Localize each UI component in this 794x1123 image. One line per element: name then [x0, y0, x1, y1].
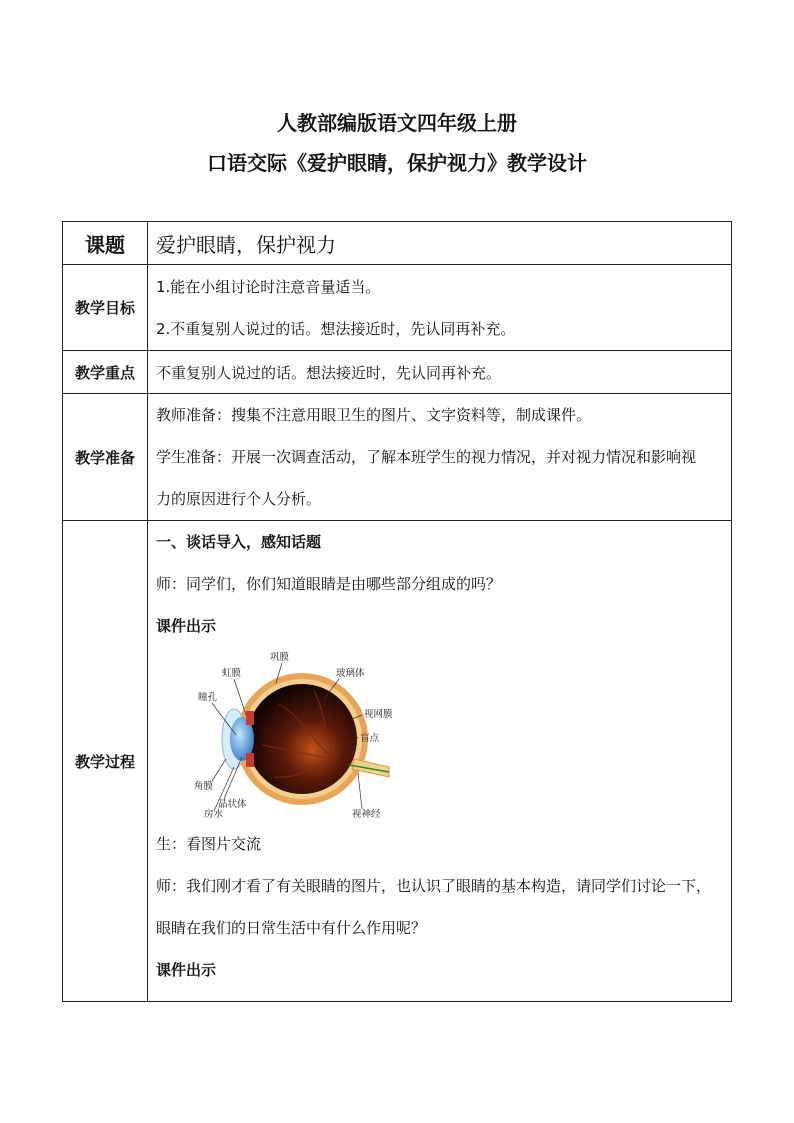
eye-anatomy-diagram: [184, 649, 394, 819]
teacher-question: 师：同学们，你们知道眼睛是由哪些部分组成的吗？: [156, 575, 502, 593]
courseware-label: 课件出示: [156, 617, 217, 635]
teacher-question-2: 师：我们刚才看了有关眼睛的图片，也认识了眼睛的基本构造，请同学们讨论一下，: [156, 877, 712, 895]
label-fangshui: 房水: [204, 809, 224, 819]
topic-row: [63, 222, 732, 265]
label-hongmo: 虹膜: [222, 668, 242, 679]
vitreous-shape: [247, 684, 357, 794]
goals-row: [63, 265, 732, 351]
iris-top-shape: [246, 711, 254, 725]
topic-value: 爱护眼睛，保护视力: [148, 222, 732, 265]
label-jingzhuangti: 晶状体: [218, 799, 247, 810]
label-mangdian: 盲点: [360, 733, 380, 744]
courseware-label-2: 课件出示: [156, 961, 217, 979]
process-value: [148, 521, 732, 1002]
label-shiwangmo: 视网膜: [364, 709, 393, 720]
label-boliti: 玻璃体: [336, 668, 365, 679]
prep-line: 教师准备：搜集不注意用眼卫生的图片、文字资料等，制成课件。: [156, 406, 592, 424]
document-title: 人教部编版语文四年级上册: [277, 111, 517, 135]
goal-item: 2.不重复别人说过的话。想法接近时，先认同再补充。: [156, 319, 516, 338]
goals-value: [148, 265, 732, 351]
prep-line: 力的原因进行个人分析。: [156, 490, 322, 508]
iris-bottom-shape: [246, 753, 254, 767]
label-shishenjing: 视神经: [352, 809, 381, 819]
teacher-question-2-cont: 眼睛在我们的日常生活中有什么作用呢？: [156, 919, 427, 937]
prep-line: 学生准备：开展一次调查活动，了解本班学生的视力情况，并对视力情况和影响视: [156, 448, 697, 466]
goals-label: 教学目标: [63, 265, 148, 351]
label-gongmo: 巩膜: [270, 652, 290, 663]
label-tongkong: 瞳孔: [198, 692, 218, 703]
document-subtitle: 口语交际《爱护眼睛，保护视力》教学设计: [207, 151, 587, 175]
student-response: 生：看图片交流: [156, 835, 262, 853]
section-heading: 一、谈话导入，感知话题: [156, 533, 322, 551]
prep-value: [148, 394, 732, 521]
label-jiaomo: 角膜: [194, 781, 214, 792]
key-value: 不重复别人说过的话。想法接近时，先认同再补充。: [148, 351, 732, 394]
topic-label: 课题: [63, 222, 148, 265]
prep-row: [63, 394, 732, 521]
process-label: 教学过程: [63, 521, 148, 1002]
prep-label: 教学准备: [63, 394, 148, 521]
process-row: [63, 521, 732, 1002]
goal-item: 1.能在小组讨论时注意音量适当。: [156, 277, 381, 296]
lesson-plan-table: [62, 221, 732, 1002]
key-label: 教学重点: [63, 351, 148, 394]
key-row: [63, 351, 732, 394]
